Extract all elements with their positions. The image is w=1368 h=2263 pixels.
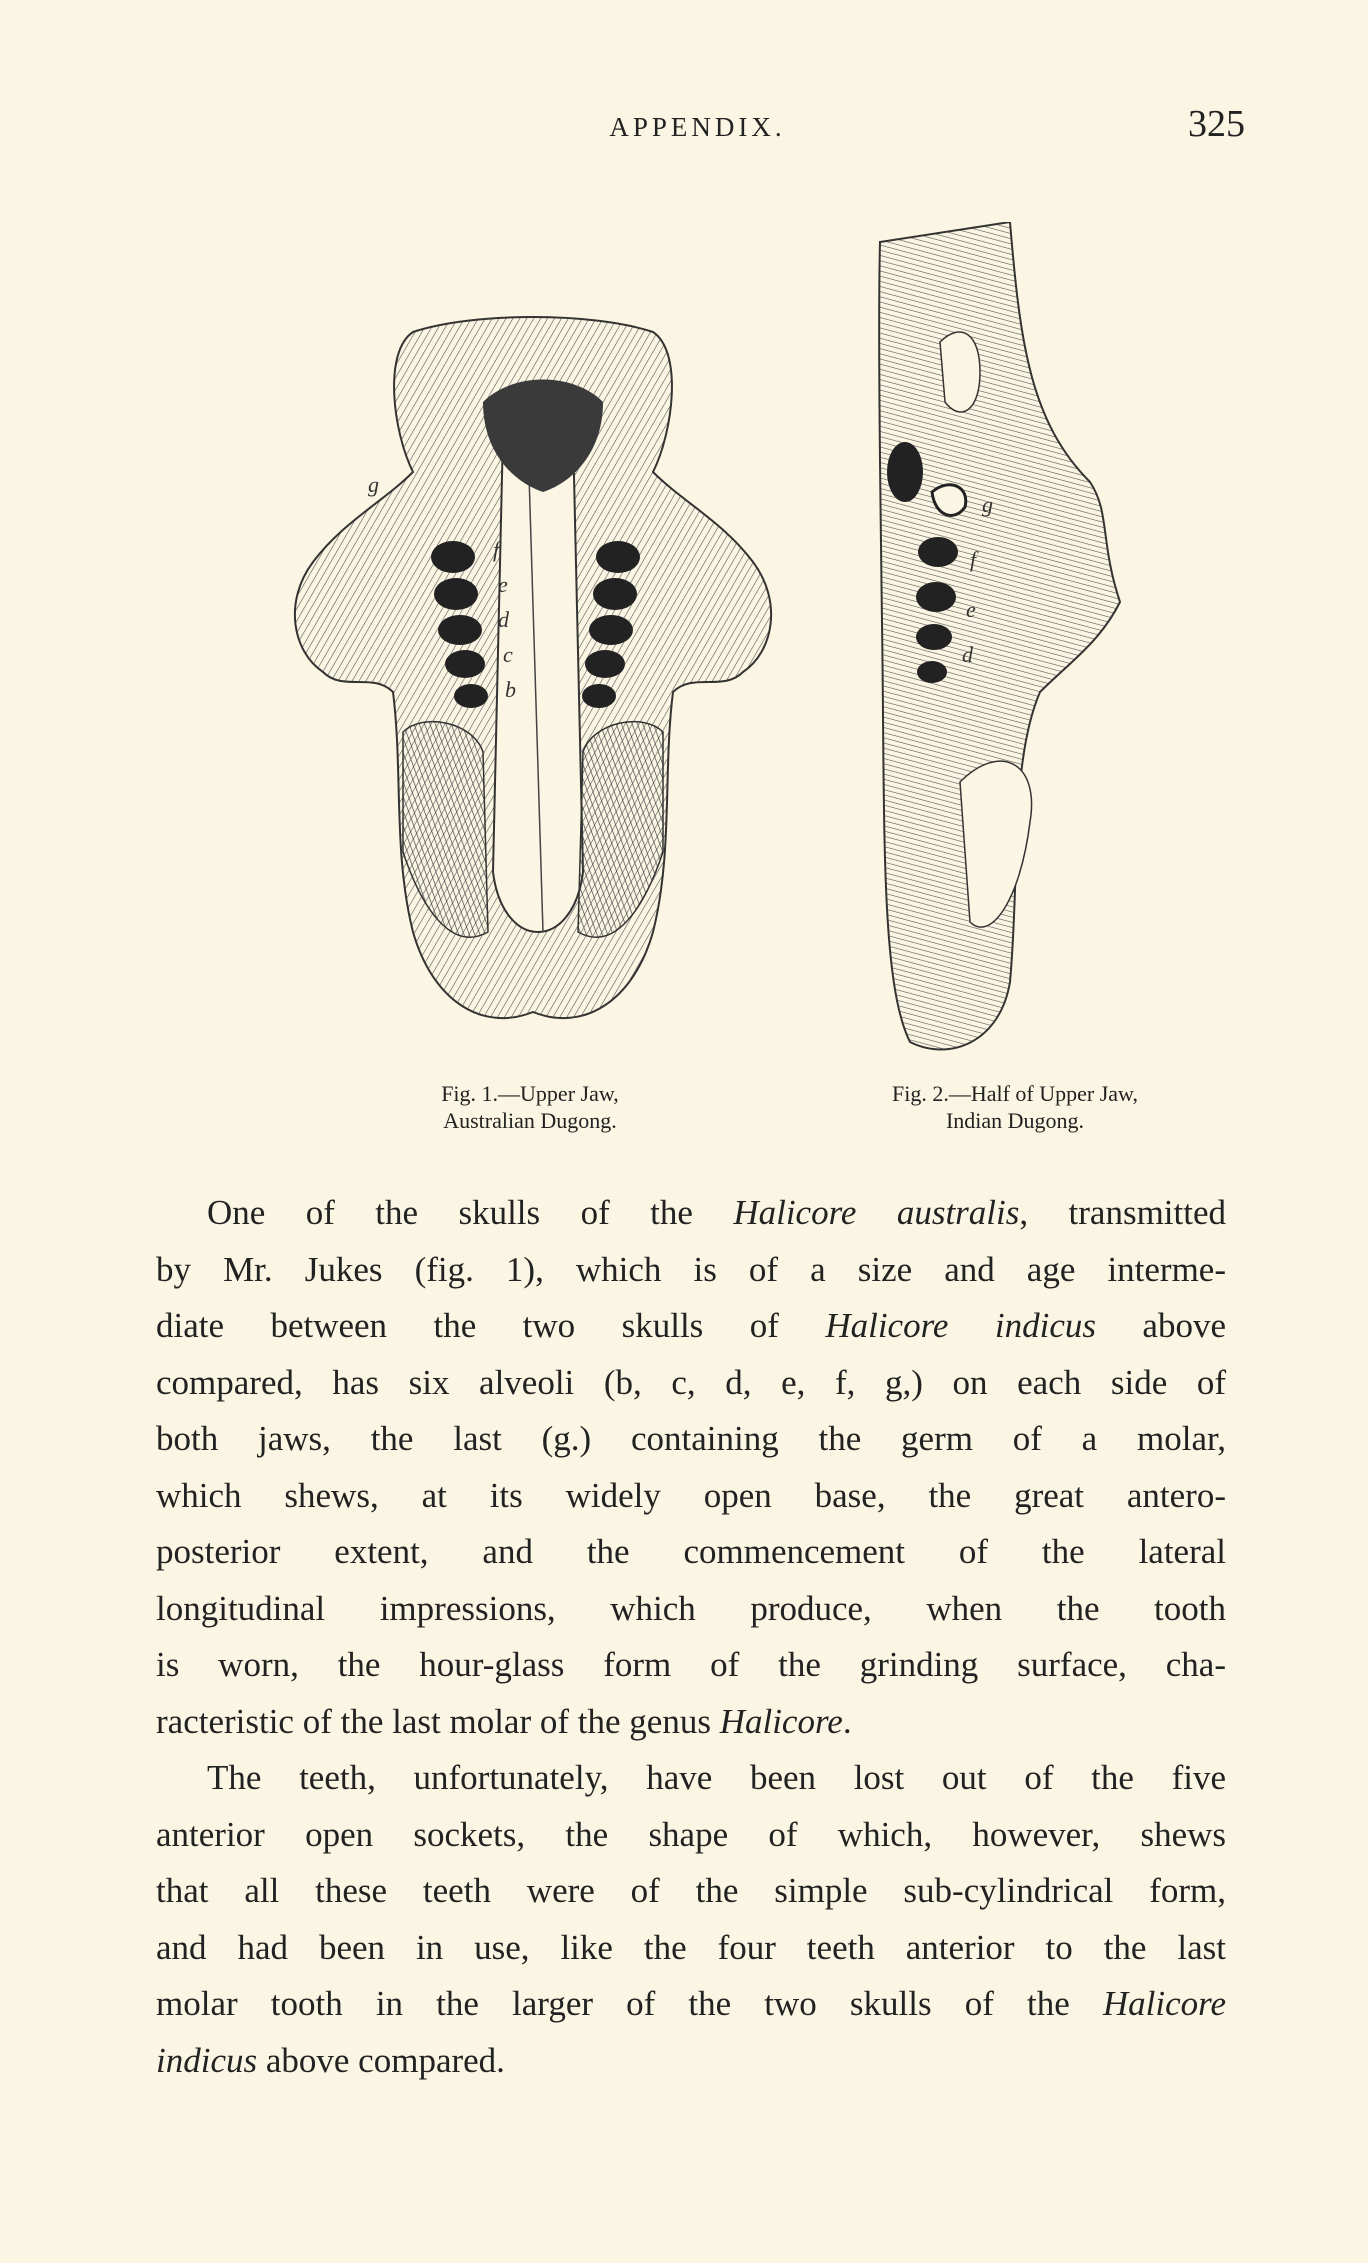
label-b: b [505,677,516,702]
label-d: d [962,642,973,667]
label-g: g [368,472,379,497]
figure-1-caption-line-1: Fig. 1.—Upper Jaw, [441,1081,619,1106]
half-upper-jaw-drawing [870,222,1160,1062]
label-g: g [982,492,993,517]
page-number: 325 [1188,103,1245,145]
text-line: molar tooth in the larger of the two skulls of the Halicore [156,1984,1226,2023]
text-line: longitudinal impressions, which produce, when the tooth [156,1588,1226,1628]
page-header [150,102,1245,152]
text-line: which shews, at its widely open base, the great antero- [156,1475,1226,1515]
body-text [156,1185,1226,2089]
label-d: d [498,607,509,632]
text-line: posterior extent, and the commencement of the lateral [156,1532,1226,1571]
paragraph-1 [156,1185,1226,1750]
text-line: compared, has six alveoli (b, c, d, e, f, g,) on each side of [156,1362,1226,1402]
text-line: that all these teeth were of the simple sub-cylindrical form, [156,1871,1226,1910]
text-line: diate between the two skulls of Halicore indicus above [156,1306,1226,1345]
figure-2-caption-line-1: Fig. 2.—Half of Upper Jaw, [891,1081,1139,1106]
label-f: f [493,537,500,562]
text-line: both jaws, the last (g.) containing the germ of a molar, [156,1419,1226,1458]
figure-2-illustration [870,222,1160,1062]
text-line: anterior open sockets, the shape of which, however, shews [156,1814,1226,1854]
figure-1-caption-line-2: Australian Dugong. [443,1108,617,1133]
figure-1-illustration [253,312,823,1042]
text-line: is worn, the hour-glass form of the grinding surface, cha- [156,1645,1226,1684]
label-e: e [498,572,508,597]
running-head: APPENDIX. [609,112,786,142]
figure-1-caption [340,1080,720,1134]
label-f: f [970,547,977,572]
paragraph-2 [156,1750,1226,2089]
text-line: indicus above compared. [156,2040,505,2080]
label-c: c [503,642,513,667]
text-line: The teeth, unfortunately, have been lost out of the five [207,1758,1226,1797]
text-line: One of the skulls of the Halicore australis, transmitted [207,1193,1227,1232]
text-line: racteristic of the last molar of the genus Halicore. [156,1701,852,1741]
figures-area [150,222,1245,1142]
label-e: e [966,597,976,622]
text-line: by Mr. Jukes (fig. 1), which is of a size and age interme- [156,1249,1226,1289]
upper-jaw-skull-drawing [253,312,823,1042]
figure-2-caption-line-2: Indian Dugong. [945,1108,1085,1133]
text-line: and had been in use, like the four teeth anterior to the last [156,1927,1226,1967]
figure-2-caption [790,1080,1240,1134]
